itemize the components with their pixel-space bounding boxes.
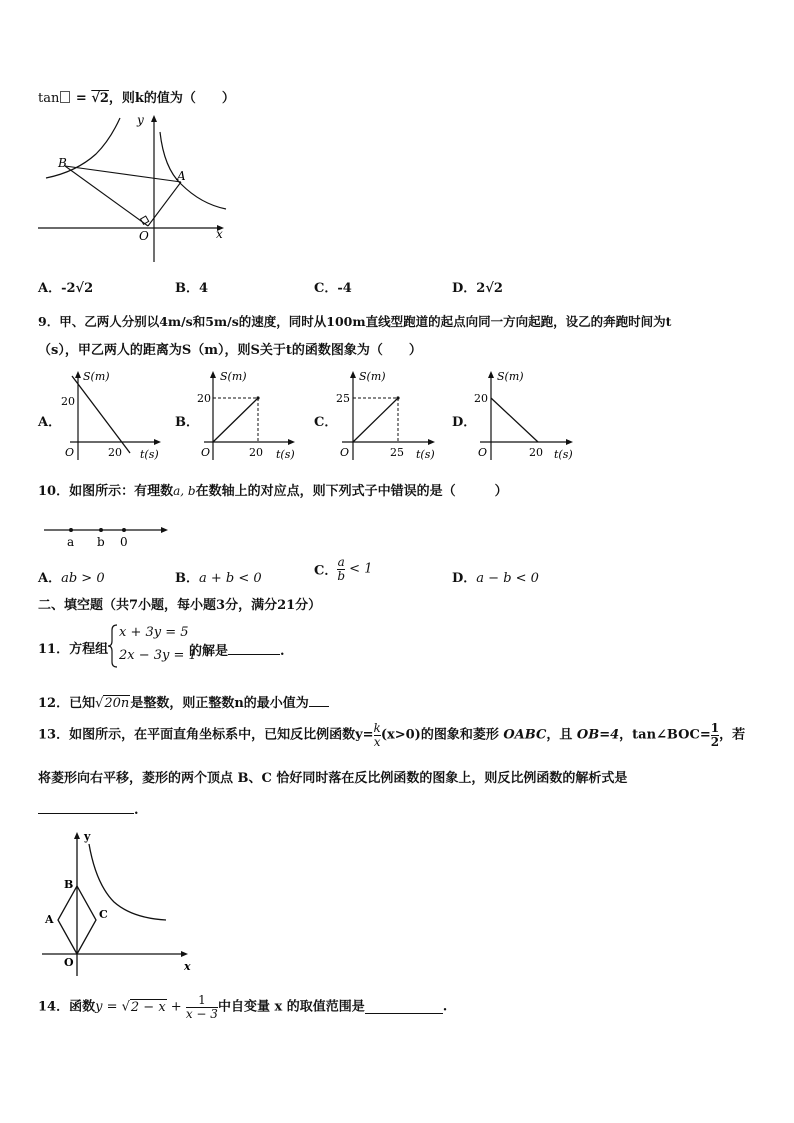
q10-option-d[interactable] bbox=[452, 567, 539, 586]
q13-line2: 将菱形向右平移，菱形的两个顶点 B、C 恰好同时落在反比例函数的图象上，则反比例函数的解析式是 bbox=[38, 771, 628, 786]
q13-label-x: x bbox=[184, 960, 191, 973]
q13-p5: ，若 bbox=[719, 727, 746, 743]
q9-graph-a[interactable] bbox=[58, 368, 168, 466]
q13-frac-den: x bbox=[373, 734, 381, 749]
q14-fraction bbox=[186, 994, 218, 1020]
q9-d-ytick: 20 bbox=[474, 392, 488, 405]
q11-tail bbox=[189, 642, 285, 660]
q9-b-ylabel: S(m) bbox=[220, 370, 247, 383]
q13-line1 bbox=[38, 722, 745, 748]
q10-option-c-fraction bbox=[337, 556, 345, 582]
q8-option-value: 4 bbox=[199, 281, 209, 296]
q8-figure bbox=[36, 112, 236, 268]
q10-option-b[interactable] bbox=[175, 567, 262, 586]
q14-plus: + bbox=[166, 999, 186, 1015]
q14-y: y = bbox=[95, 999, 122, 1015]
q14-end: . bbox=[442, 999, 448, 1015]
q9-graph-c[interactable] bbox=[334, 368, 444, 466]
q13-p4: ，tan∠BOC= bbox=[619, 727, 711, 743]
q9-c-xtick: 25 bbox=[390, 446, 404, 459]
q12-tail: 是整数，则正整数n的最小值为 bbox=[130, 696, 309, 711]
q14-tail: 中自变量 x 的取值范围是 bbox=[217, 999, 365, 1015]
q9-d-origin: O bbox=[478, 446, 488, 459]
q10-label-zero: 0 bbox=[120, 535, 128, 549]
q10-vars: a, b bbox=[173, 484, 196, 498]
q13-shape: OABC bbox=[503, 727, 547, 743]
q13-tan-den: 2 bbox=[710, 734, 720, 749]
sqrt-icon: √ bbox=[95, 696, 104, 711]
brace-icon bbox=[108, 624, 118, 668]
q10-frac-den: b bbox=[337, 568, 346, 583]
q8-label-a: A bbox=[177, 169, 186, 183]
q9-line1: 9．甲、乙两人分别以4m/s和5m/s的速度，同时从100m直线型跑道的起点向同一方向起跑，设乙的奔跑时间为t bbox=[38, 314, 672, 329]
q11-system bbox=[108, 624, 197, 668]
section-heading: 二、填空题（共7小题，每小题3分，满分21分） bbox=[38, 598, 322, 613]
q10-label-b: b bbox=[97, 535, 105, 549]
q10-option-letter: A． bbox=[38, 571, 62, 586]
q14-frac-num: 1 bbox=[198, 993, 206, 1007]
q10-option-a[interactable] bbox=[38, 567, 105, 586]
q8-stem bbox=[38, 91, 235, 107]
q10-option-letter: D． bbox=[452, 571, 477, 586]
q9-option-d-letter[interactable]: D． bbox=[452, 415, 477, 430]
q9-a-xtick: 20 bbox=[108, 446, 122, 459]
q9-a-xlabel: t(s) bbox=[140, 448, 159, 461]
q12-label: 12．已知 bbox=[38, 696, 96, 711]
q8-option-letter: C． bbox=[314, 281, 338, 296]
q8-option-letter: D． bbox=[452, 281, 477, 296]
q10-stem bbox=[38, 484, 508, 500]
q9-c-ytick: 25 bbox=[336, 392, 350, 405]
q13-ob: OB=4 bbox=[576, 727, 620, 743]
q13-tan-num: 1 bbox=[710, 721, 720, 735]
q9-b-xtick: 20 bbox=[249, 446, 263, 459]
q14-answer-blank[interactable] bbox=[365, 1001, 443, 1014]
q11-tail-text: 的解是 bbox=[189, 644, 229, 659]
q8-label-b: B bbox=[58, 156, 67, 170]
q14-label: 14．函数 bbox=[38, 999, 96, 1015]
q9-graph-b[interactable] bbox=[196, 368, 304, 466]
q10-stem-a: 10．如图所示：有理数 bbox=[38, 484, 174, 499]
q8-option-letter: A． bbox=[38, 281, 62, 296]
q13-frac-num: k bbox=[373, 721, 381, 735]
q10-stem-b: 在数轴上的对应点，则下列式子中错误的是（ ） bbox=[195, 484, 508, 499]
q8-question: ，则k的值为（ ） bbox=[108, 91, 235, 106]
q13-label-o: O bbox=[64, 956, 74, 969]
q8-option-letter: B． bbox=[175, 281, 199, 296]
q14-radicand: 2 − x bbox=[130, 999, 166, 1015]
q9-option-c-letter[interactable]: C． bbox=[314, 415, 338, 430]
q8-label-o: O bbox=[139, 229, 149, 243]
q8-eq: = bbox=[71, 91, 92, 106]
q9-option-a-letter[interactable]: A． bbox=[38, 415, 62, 430]
q12-answer-blank[interactable] bbox=[309, 694, 329, 707]
q8-sqrt2: √2 bbox=[91, 91, 109, 106]
q10-option-letter: B． bbox=[175, 571, 199, 586]
q9-d-xlabel: t(s) bbox=[554, 448, 573, 461]
q9-b-xlabel: t(s) bbox=[276, 448, 295, 461]
q8-option-value: 2√2 bbox=[476, 281, 503, 296]
q13-label-y: y bbox=[84, 830, 91, 843]
q13-figure bbox=[36, 828, 200, 978]
q8-tan: tan bbox=[38, 91, 60, 106]
q8-option-value: -4 bbox=[337, 281, 352, 296]
q10-option-letter: C． bbox=[314, 563, 338, 579]
q9-line2: （s），甲乙两人的距离为S（m），则S关于t的函数图象为（ ） bbox=[38, 343, 422, 358]
q10-label-a: a bbox=[67, 535, 75, 549]
q9-d-xtick: 20 bbox=[529, 446, 543, 459]
q9-a-ytick: 20 bbox=[61, 395, 75, 408]
q9-d-ylabel: S(m) bbox=[497, 370, 524, 383]
q9-a-ylabel: S(m) bbox=[83, 370, 110, 383]
q8-option-value: -2√2 bbox=[61, 281, 94, 296]
q14 bbox=[38, 994, 447, 1020]
q12 bbox=[38, 694, 329, 712]
q8-option-a[interactable] bbox=[38, 277, 93, 296]
q13-p1: 13．如图所示，在平面直角坐标系中，已知反比例函数y= bbox=[38, 727, 374, 743]
q8-option-c[interactable] bbox=[314, 277, 352, 296]
q13-label-b: B bbox=[64, 878, 74, 891]
q11-eq2: 2x − 3y = 1 bbox=[119, 648, 197, 663]
q13-p2: (x>0)的图象和菱形 bbox=[380, 727, 504, 743]
q10-option-value: ab > 0 bbox=[61, 571, 105, 586]
q8-label-y: y bbox=[137, 113, 144, 127]
q13-label-a: A bbox=[45, 913, 54, 926]
q12-radicand: 20n bbox=[104, 696, 130, 711]
q13-answer-blank[interactable] bbox=[38, 801, 134, 814]
q9-option-b-letter[interactable]: B． bbox=[175, 415, 199, 430]
q10-option-value: < 1 bbox=[345, 561, 373, 577]
q13-end: . bbox=[134, 803, 139, 818]
q11-answer-blank[interactable] bbox=[228, 642, 280, 655]
q13-answer bbox=[38, 801, 139, 819]
q9-c-xlabel: t(s) bbox=[416, 448, 435, 461]
sqrt-icon: √ bbox=[121, 999, 130, 1015]
q10-number-line bbox=[38, 518, 178, 552]
q13-tan-fraction bbox=[711, 722, 719, 748]
q11-end: . bbox=[280, 644, 285, 659]
q13-label-c: C bbox=[99, 908, 108, 921]
q13-k-over-x bbox=[374, 722, 381, 748]
q10-option-value: a − b < 0 bbox=[476, 571, 539, 586]
q11-eq1: x + 3y = 5 bbox=[119, 625, 189, 640]
q10-option-c[interactable] bbox=[314, 556, 372, 582]
q9-c-ylabel: S(m) bbox=[359, 370, 386, 383]
q9-graph-d[interactable] bbox=[472, 368, 582, 466]
q8-option-b[interactable] bbox=[175, 277, 208, 296]
q9-b-origin: O bbox=[201, 446, 211, 459]
q10-frac-num: a bbox=[337, 555, 345, 569]
q9-a-origin: O bbox=[65, 446, 75, 459]
q10-option-value: a + b < 0 bbox=[199, 571, 262, 586]
q8-missing-glyph bbox=[60, 91, 70, 103]
q9-c-origin: O bbox=[340, 446, 350, 459]
q13-p3: ，且 bbox=[546, 727, 577, 743]
q14-frac-den: x − 3 bbox=[185, 1006, 218, 1021]
q11-label: 11．方程组 bbox=[38, 642, 109, 657]
q8-label-x: x bbox=[216, 227, 223, 241]
q9-b-ytick: 20 bbox=[197, 392, 211, 405]
q8-option-d[interactable] bbox=[452, 277, 503, 296]
